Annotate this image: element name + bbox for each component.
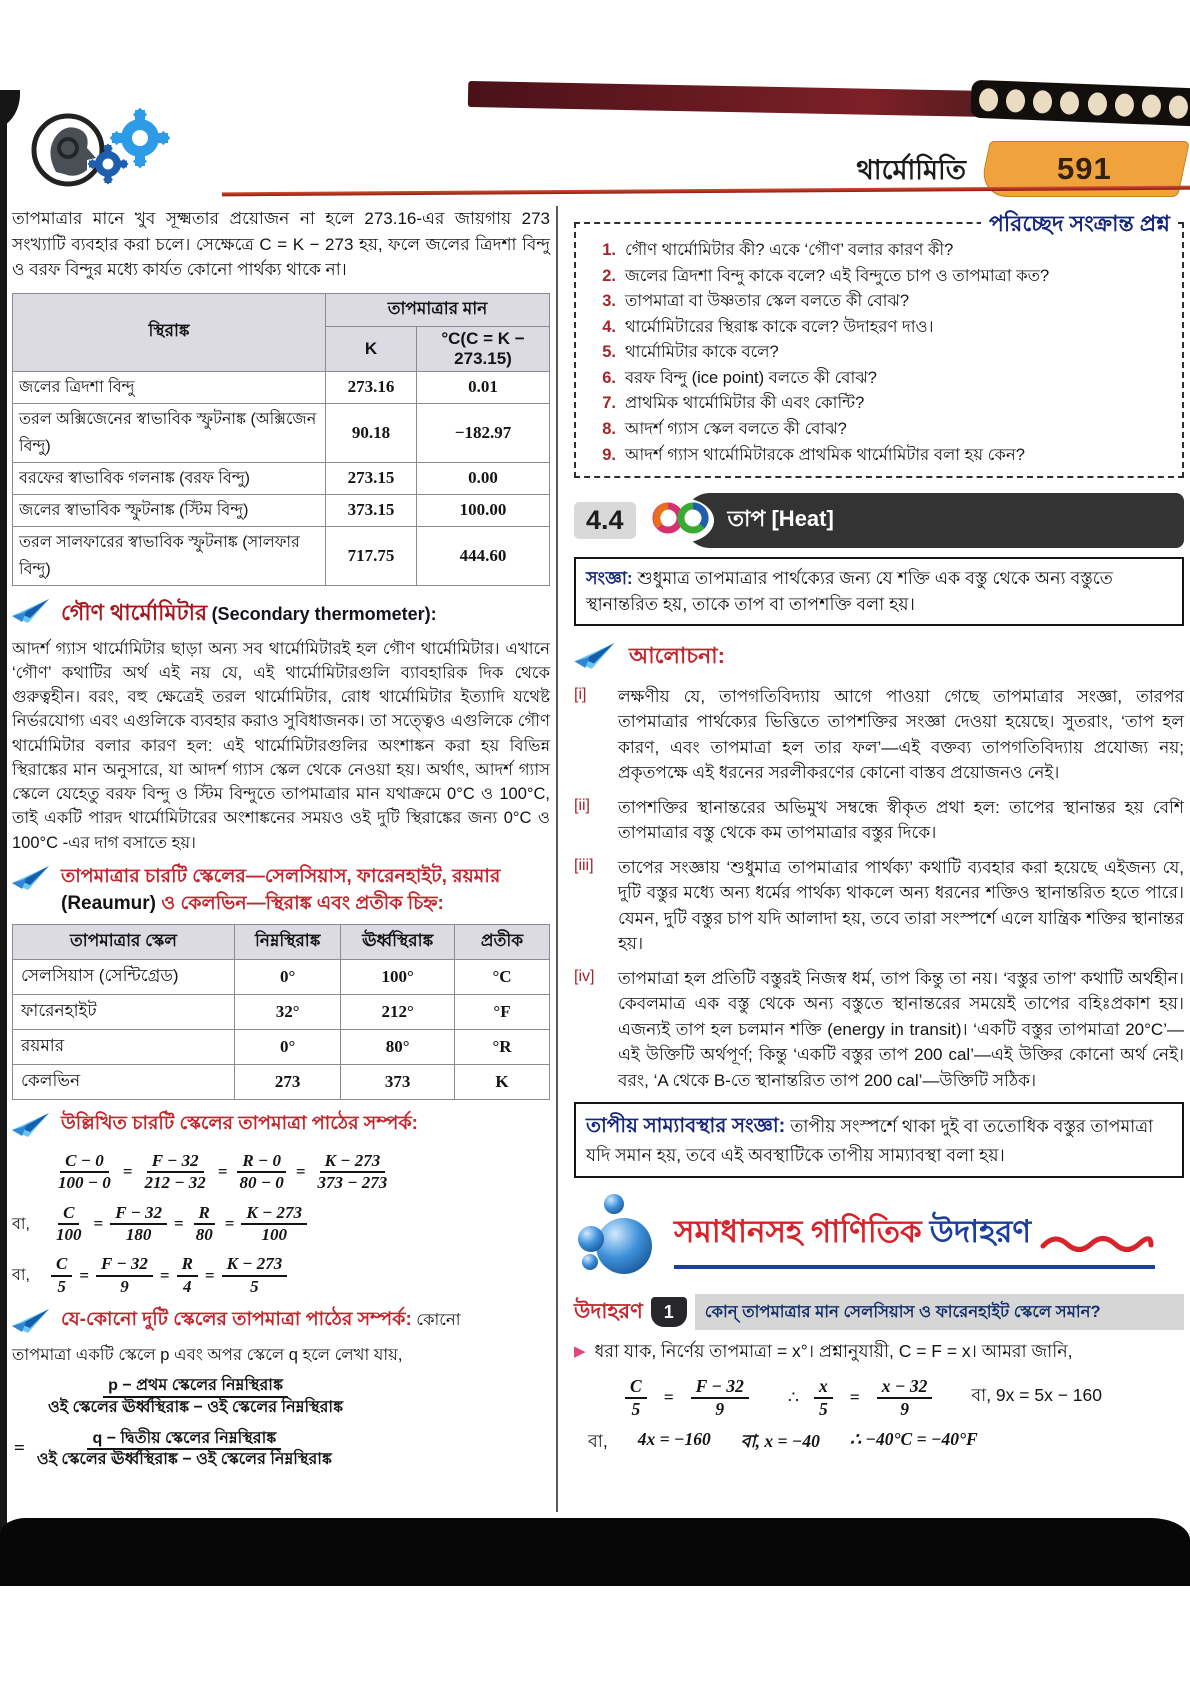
infinity-icon — [648, 498, 714, 543]
scale-name: রয়মার — [13, 1029, 235, 1064]
relation4-line1 — [12, 1150, 550, 1195]
fraction-numerator: C — [58, 1203, 79, 1225]
spine-dot — [1087, 92, 1107, 116]
relation2-fraction1 — [12, 1375, 550, 1417]
fixed-point-name: তরল সালফারের স্বাভাবিক স্ফুটনাঙ্ক (সালফার বিন্দু) — [13, 526, 326, 585]
table-row — [13, 403, 550, 462]
equals-sign: = — [849, 1387, 860, 1408]
celsius-value: 444.60 — [417, 526, 550, 585]
thermal-body: তাপীয় সংস্পর্শে থাকা দুই বা ততোধিক বস্তুর তাপমাত্রা যদি সমান হয়, তবে এই অবস্থাটিকে তাপীয় সাম্যাবস্থা বলা হয়। — [586, 1116, 1154, 1166]
question-number: 5. — [602, 343, 616, 362]
equals-sign: = — [224, 1214, 235, 1234]
col-header-fixed-point: স্থিরাঙ্ক — [13, 293, 326, 371]
question-number: 7. — [602, 394, 616, 413]
fraction-numerator: C − 0 — [60, 1151, 109, 1173]
col-header-temperature-value: তাপমাত্রার মান — [326, 293, 550, 326]
question-item — [586, 417, 1170, 443]
symbol-value: °C — [455, 959, 550, 994]
symbol-value: °R — [455, 1029, 550, 1064]
secondary-body: আদর্শ গ্যাস থার্মোমিটার ছাড়া অন্য সব থার্মোমিটারই হল গৌণ থার্মোমিটার। এখানে ‘গৌণ’ কথাটির অর্থ এই নয় যে, এই থার্মোমিটারগুলি ব্যাবহারিক দিক থেকে গুরুত্বহীন। বরং, বহু ক্ষেত্রেই তরল থার্মোমিটার, রোধ থার্মোমিটার ইত্যাদি যথেষ্ট নির্ভরযোগ্য এবং এগুলিকে ব্যবহার করাও সুবিধাজনক। তা সত্ত্বেও এগুলিকে গৌণ থার্মোমিটার বলার কারণ হল: এই থার্মোমিটারগুলির অংশাঙ্কন করা হয় বিভিন্ন স্থিরাঙ্কের মান অনুসারে, যা আদর্শ গ্যাস স্কেল থেকে নেওয়া হয়। অর্থাৎ, আদর্শ গ্যাস স্কেলে যেহেতু বরফ বিন্দু ও স্টিম বিন্দুতে তাপমাত্রার মান যথাক্রমে 0°C ও 100°C, তাই একটি পারদ থার্মোমিটারের অংশাঙ্কনের সময়ও ওই দুটি স্থিরাঙ্কের জন্য 0°C ও 100°C -এর দাগ বসাতে হয়। — [12, 639, 550, 852]
examples-title-red: সমাধানসহ গাণিতিক — [674, 1213, 922, 1249]
equals-sign: = — [217, 1162, 228, 1182]
fraction-denominator: 9 — [120, 1276, 129, 1296]
paper-plane-icon — [12, 863, 52, 896]
equals-sign: = — [79, 1265, 90, 1285]
question-text: আদর্শ গ্যাস স্কেল বলতে কী বোঝ? — [625, 419, 847, 438]
section-title: তাপ [Heat] — [684, 493, 1184, 548]
question-item — [586, 289, 1170, 315]
right-column — [556, 206, 1184, 1512]
spine-dot — [1033, 90, 1053, 114]
spine-dot — [979, 88, 999, 112]
example-question: কোন্ তাপমাত্রার মান সেলসিয়াস ও ফারেনহাইট স্কেলে সমান? — [695, 1294, 1184, 1330]
spine-dot — [1006, 89, 1026, 113]
discussion-item-tag: [i] — [574, 685, 587, 703]
solution-step: বা, 9x = 5x − 160 — [971, 1385, 1102, 1406]
question-number: 8. — [602, 419, 616, 438]
fraction-denominator: 4 — [182, 1276, 192, 1296]
chapter-title: থার্মোমিতি — [856, 155, 966, 185]
spine-dots-strip — [970, 80, 1190, 127]
col-header-kelvin: K — [326, 326, 417, 371]
table-row — [13, 371, 550, 403]
fraction-numerator: q − দ্বিতীয় স্কেলের নিম্নস্থিরাঙ্ক — [87, 1429, 281, 1450]
discussion-item-tag: [ii] — [574, 796, 590, 814]
secondary-title-en: (Secondary thermometer): — [211, 603, 437, 624]
question-number: 1. — [602, 241, 616, 259]
discussion-item — [574, 855, 1184, 957]
fraction-numerator: x — [814, 1376, 833, 1399]
fraction-denominator: 80 — [195, 1225, 213, 1245]
kelvin-value: 717.75 — [326, 526, 417, 585]
intro-paragraph: তাপমাত্রার মানে খুব সূক্ষ্মতার প্রয়োজন না হলে 273.16-এর জায়গায় 273 সংখ্যাটি ব্যবহার করা চলে। সেক্ষেত্রে C = K − 273 হয়, ফলে জলের ত্রিদশা বিন্দু ও বরফ বিন্দুর মধ্যে কার্যত কোনো পার্থক্য থাকে না। — [12, 209, 550, 279]
table-row — [13, 462, 550, 494]
scales-heading-text: তাপমাত্রার চারটি স্কেলের—সেলসিয়াস, ফারেনহাইট, রয়মার — [61, 865, 501, 887]
discussion-item-tag: [iv] — [574, 967, 595, 985]
equals-sign: = — [295, 1162, 306, 1182]
relation4-line3 — [12, 1253, 550, 1298]
or-label: বা, — [12, 1267, 30, 1285]
col-header-scale: তাপমাত্রার স্কেল — [13, 924, 235, 959]
fraction-numerator: F − 32 — [691, 1376, 749, 1399]
relation2-fraction2 — [12, 1428, 550, 1470]
definition-body: শুধুমাত্র তাপমাত্রার পার্থক্যের জন্য যে শক্তি এক বস্তু থেকে অন্য বস্তুতে স্থানান্তরিত হয়, তাকে তাপ বা তাপশক্তি বলা হয়। — [586, 568, 1113, 615]
kelvin-value: 373.15 — [326, 494, 417, 526]
question-item — [586, 391, 1170, 417]
section-4-4-bar — [574, 495, 1184, 545]
solution-step: বা, x = −40 — [740, 1430, 820, 1451]
question-number: 4. — [602, 317, 616, 336]
page-number: 591 — [1056, 151, 1112, 186]
discussion-heading — [574, 639, 1184, 676]
examples-title — [674, 1208, 1155, 1269]
sphere — [596, 1218, 652, 1274]
fraction-numerator: R — [177, 1254, 198, 1276]
sphere — [582, 1254, 598, 1270]
question-item — [586, 340, 1170, 366]
scales-table — [12, 924, 550, 1100]
fraction-numerator: R — [194, 1203, 215, 1225]
section-number: 4.4 — [574, 502, 636, 539]
scales-heading — [12, 863, 550, 918]
example-number-badge: 1 — [651, 1297, 687, 1327]
question-text: গৌণ থার্মোমিটার কী? একে ‘গৌণ’ বলার কারণ কী? — [625, 241, 954, 259]
solution-result: ∴ −40°C = −40°F — [849, 1428, 978, 1449]
examples-heading — [574, 1192, 1184, 1284]
upper-value: 212° — [341, 994, 455, 1029]
symbol-value: °F — [455, 994, 550, 1029]
left-column — [12, 206, 550, 1512]
blue-spheres-icon — [574, 1192, 660, 1284]
spine-dot — [1060, 91, 1080, 115]
upper-value: 100° — [341, 959, 455, 994]
discussion-item-text: তাপের সংজ্ঞায় ‘শুধুমাত্র তাপমাত্রার পার্থক্য’ কথাটি ব্যবহার করা হয়েছে এইজন্য যে, দুটি বস্তুর মধ্যে অন্য ধর্মের পার্থক্য থাকলে অন্য ধরনের শক্তিও স্থানান্তরিত হতে পারে। যেমন, দুটি বস্তুর চাপ যদি আলাদা হয়, তবে তারা সংস্পর্শে এলে যান্ত্রিক শক্তির স্থানান্তর হয়। — [618, 857, 1184, 954]
lower-value: 32° — [235, 994, 341, 1029]
relation2-heading-text: যে-কোনো দুটি স্কেলের তাপমাত্রা পাঠের সম্পর্ক: — [61, 1309, 412, 1331]
equals-sign: = — [159, 1265, 170, 1285]
scale-name: ফারেনহাইট — [13, 994, 235, 1029]
fraction-numerator: R − 0 — [237, 1151, 286, 1173]
definition-label: সংজ্ঞা: — [586, 568, 633, 589]
question-text: আদর্শ গ্যাস থার্মোমিটারকে প্রাথমিক থার্মোমিটার বলা হয় কেন? — [625, 445, 1025, 464]
fraction-denominator: 100 — [56, 1225, 82, 1245]
example-label: উদাহরণ — [574, 1299, 643, 1323]
question-number: 6. — [602, 368, 616, 387]
fraction-numerator: p − প্রথম স্কেলের নিম্নস্থিরাঙ্ক — [103, 1376, 288, 1397]
fraction-denominator: 9 — [715, 1398, 725, 1419]
spine-dot — [1114, 93, 1134, 117]
upper-value: 373 — [341, 1064, 455, 1099]
discussion-heading-text: আলোচনা: — [629, 642, 725, 668]
fraction-numerator: x − 32 — [877, 1376, 933, 1399]
fraction-denominator: 5 — [250, 1276, 259, 1296]
equals-sign: = — [174, 1214, 184, 1234]
question-item — [586, 264, 1170, 290]
col-header-celsius: °C(C = K − 273.15) — [417, 326, 550, 371]
celsius-value: −182.97 — [417, 403, 550, 462]
equals-sign: = — [93, 1214, 104, 1234]
symbol-value: K — [455, 1064, 550, 1099]
scales-heading-tail: ও কেলভিন—স্থিরাঙ্ক এবং প্রতীক চিহ্ন: — [156, 893, 444, 915]
col-header-upper-fixed-point: ঊর্ধ্বস্থিরাঙ্ক — [341, 924, 455, 959]
discussion-item-text: তাপশক্তির স্থানান্তরের অভিমুখ সম্বন্ধে স্বীকৃত প্রথা হল: তাপের স্থানান্তর হয় বেশি তাপমাত্রার বস্তু থেকে কম তাপমাত্রার বস্তুর দিকে। — [618, 797, 1184, 843]
discussion-item-tag: [iii] — [574, 856, 594, 874]
lower-value: 273 — [235, 1064, 341, 1099]
question-text: তাপমাত্রা বা উষ্ণতার স্কেল বলতে কী বোঝ? — [625, 292, 910, 311]
scale-name: কেলভিন — [13, 1064, 235, 1099]
question-text: থার্মোমিটার কাকে বলে? — [625, 343, 779, 362]
table-row — [13, 1029, 550, 1064]
relation4-heading-text: উল্লিখিত চারটি স্কেলের তাপমাত্রা পাঠের সম্পর্ক: — [61, 1112, 418, 1134]
question-text: থার্মোমিটারের স্থিরাঙ্ক কাকে বলে? উদাহরণ দাও। — [625, 317, 934, 336]
equals-sign: = — [204, 1265, 215, 1285]
fraction-denominator: 180 — [125, 1225, 152, 1245]
two-scale-relation-heading — [12, 1306, 550, 1339]
fraction-numerator: F − 32 — [110, 1203, 167, 1225]
photo-bottom-band — [0, 1518, 1190, 1586]
celsius-value: 0.00 — [417, 462, 550, 494]
fraction-denominator: 100 − 0 — [58, 1173, 111, 1193]
fixed-point-name: জলের স্বাভাবিক স্ফুটনাঙ্ক (স্টিম বিন্দু) — [13, 494, 326, 526]
fraction-numerator: K − 273 — [320, 1151, 386, 1173]
page-edge-shadow — [0, 96, 7, 1544]
solution-intro-text: ধরা যাক, নির্ণেয় তাপমাত্রা = x°। প্রশ্নানুযায়ী, C = F = x। আমরা জানি, — [594, 1341, 1073, 1362]
triangle-bullet-icon: ▶ — [574, 1343, 586, 1361]
question-text: জলের ত্রিদশা বিন্দু কাকে বলে? এই বিন্দুতে চাপ ও তাপমাত্রা কত? — [625, 266, 1050, 285]
fraction-numerator: F − 32 — [147, 1151, 204, 1173]
relation2-intro: তাপমাত্রা একটি স্কেলে p এবং অপর স্কেলে q হলে লেখা যায়, — [12, 1346, 403, 1365]
equals-sign: = — [122, 1162, 133, 1182]
question-item — [586, 443, 1170, 469]
paper-plane-icon — [12, 1110, 52, 1143]
table-row — [13, 959, 550, 994]
red-wave-icon — [1039, 1231, 1155, 1260]
discussion-item — [574, 795, 1184, 846]
fixed-point-name: জলের ত্রিদশা বিন্দু — [13, 371, 326, 403]
paper-plane-icon — [12, 596, 52, 629]
solution-equation-line — [574, 1375, 1184, 1421]
col-header-symbol: প্রতীক — [455, 924, 550, 959]
fraction-numerator: K − 273 — [222, 1254, 288, 1276]
fraction-denominator: ওই স্কেলের ঊর্ধ্বস্থিরাঙ্ক − ওই স্কেলের নিম্নস্থিরাঙ্ক — [36, 1451, 332, 1468]
spine-dot — [1141, 94, 1161, 118]
kelvin-value: 273.15 — [326, 462, 417, 494]
upper-value: 80° — [341, 1029, 455, 1064]
kelvin-value: 273.16 — [326, 371, 417, 403]
kelvin-value: 90.18 — [326, 403, 417, 462]
relation2-heading-tail: কোনো — [416, 1311, 461, 1330]
paper-plane-icon — [574, 640, 618, 675]
fraction-denominator: 9 — [900, 1398, 909, 1419]
fraction-denominator: 80 − 0 — [239, 1173, 284, 1193]
sphere — [578, 1226, 604, 1252]
scale-name: সেলসিয়াস (সেন্টিগ্রেড) — [13, 959, 235, 994]
solution-final-line — [574, 1429, 1184, 1458]
example-1-row — [574, 1294, 1184, 1330]
sphere — [604, 1194, 624, 1214]
question-item — [586, 366, 1170, 392]
fixed-points-table — [12, 293, 550, 586]
four-scale-relation-heading — [12, 1110, 550, 1143]
table-row — [13, 526, 550, 585]
fraction-numerator: C — [625, 1376, 647, 1399]
paper-plane-icon — [12, 1306, 52, 1339]
celsius-value: 100.00 — [417, 494, 550, 526]
discussion-item — [574, 966, 1184, 1094]
col-header-lower-fixed-point: নিম্নস্থিরাঙ্ক — [235, 924, 341, 959]
celsius-value: 0.01 — [417, 371, 550, 403]
or-label: বা, — [588, 1430, 608, 1451]
relation4-line2 — [12, 1202, 550, 1247]
page-content — [12, 206, 1184, 1512]
question-number: 3. — [602, 292, 616, 311]
question-text: বরফ বিন্দু (ice point) বলতে কী বোঝ? — [625, 368, 877, 387]
thermal-equilibrium-box — [574, 1102, 1184, 1178]
fraction-numerator: K − 273 — [241, 1203, 307, 1225]
section-questions-box — [574, 211, 1184, 478]
table-row — [13, 994, 550, 1029]
secondary-title-bn: গৌণ থার্মোমিটার — [61, 599, 208, 625]
fraction-numerator: F − 32 — [96, 1254, 153, 1276]
fraction-denominator: 5 — [631, 1398, 641, 1419]
examples-title-blue: উদাহরণ — [929, 1213, 1032, 1249]
heat-definition-box — [574, 557, 1184, 626]
question-number: 9. — [602, 445, 616, 464]
fraction-denominator: ওই স্কেলের ঊর্ধ্বস্থিরাঙ্ক − ওই স্কেলের নিম্নস্থিরাঙ্ক — [48, 1398, 344, 1416]
fraction-numerator: C — [51, 1254, 72, 1276]
spine-dot — [1168, 95, 1188, 119]
fraction-denominator: 373 − 273 — [317, 1173, 388, 1193]
scales-heading-en: (Reaumur) — [61, 893, 157, 915]
question-item — [586, 315, 1170, 341]
question-text: প্রাথমিক থার্মোমিটার কী এবং কোন্টি? — [625, 394, 865, 413]
discussion-item — [574, 684, 1184, 786]
fraction-denominator: 5 — [57, 1276, 66, 1296]
solution-step: 4x = −160 — [637, 1428, 711, 1449]
discussion-item-text: লক্ষণীয় যে, তাপগতিবিদ্যায় আগে পাওয়া গেছে তাপমাত্রার সংজ্ঞা, তারপর তাপমাত্রার পার্থক্যের ভিত্তিতে তাপশক্তির সংজ্ঞা দেওয়া হয়েছে। সুতরাং, ‘তাপ হল কারণ, এবং তাপমাত্রা হল তার ফল’—এই বক্তব্য তাপগতিবিদ্যায় প্রযোজ্য নয়; প্রকৃতপক্ষে এই ধরনের সরলীকরণের কোনো বাস্তব প্রয়োজনও নেই। — [618, 686, 1184, 783]
question-number: 2. — [602, 266, 616, 285]
table-row — [13, 1064, 550, 1099]
fraction-denominator: 212 − 32 — [144, 1173, 206, 1193]
lower-value: 0° — [235, 1029, 341, 1064]
lower-value: 0° — [235, 959, 341, 994]
head-gears-icon — [24, 106, 174, 197]
therefore-sign: ∴ — [787, 1387, 800, 1408]
secondary-thermometer-heading — [12, 596, 550, 633]
thermal-label: তাপীয় সাম্যাবস্থার সংজ্ঞা: — [586, 1115, 786, 1138]
table-row — [13, 494, 550, 526]
fixed-point-name: তরল অক্সিজেনের স্বাভাবিক স্ফুটনাঙ্ক (অক্সিজেন বিন্দু) — [13, 403, 326, 462]
equals-sign: = — [663, 1387, 674, 1408]
fraction-denominator: 5 — [819, 1398, 828, 1419]
solution-intro — [574, 1338, 1184, 1364]
fraction-denominator: 100 — [261, 1225, 287, 1245]
discussion-item-text: তাপমাত্রা হল প্রতিটি বস্তুরই নিজস্ব ধর্ম, তাপ কিন্তু তা নয়। ‘বস্তুর তাপ’ কথাটি অর্থহীন। কেবলমাত্র এক বস্তু থেকে অন্য বস্তুতে স্থানান্তরের সময়েই তাপের বহিঃপ্রকাশ হয়। এজন্যই তাপ হল চলমান শক্তি (energy in transit)। ‘একটি বস্তুর তাপমাত্রা 20°C’—এই উক্তিটি অর্থপূর্ণ; কিন্তু ‘একটি বস্তুর তাপ 200 cal’—এই উক্তির কোনো অর্থ নেই। বরং, ‘A থেকে B-তে স্থানান্তরিত তাপ 200 cal’—উক্তিটি সঠিক। — [618, 968, 1184, 1090]
equals-sign: = — [14, 1438, 25, 1459]
fixed-point-name: বরফের স্বাভাবিক গলনাঙ্ক (বরফ বিন্দু) — [13, 462, 326, 494]
questions-box-title: পরিচ্ছেদ সংক্রান্ত প্রশ্ন — [981, 207, 1178, 244]
or-label: বা, — [12, 1215, 30, 1233]
